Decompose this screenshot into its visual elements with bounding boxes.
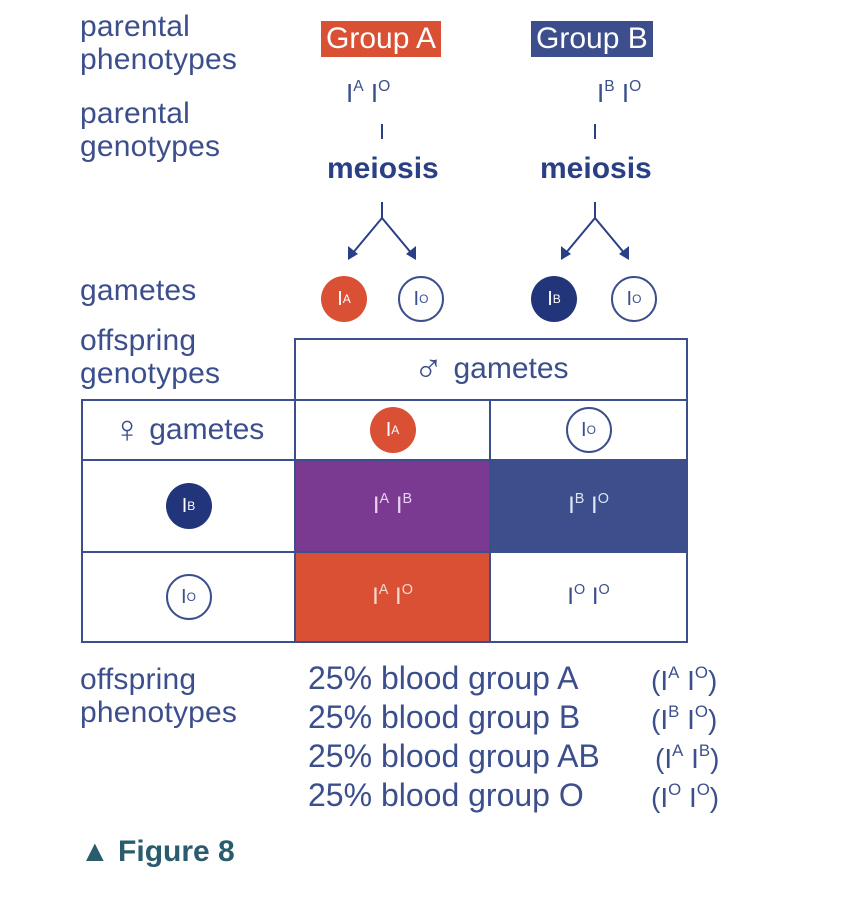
cell-genotype: $I^O$ $I^O$	[567, 582, 610, 611]
offspring-genotypes-label: offspring genotypes	[80, 324, 221, 390]
parental-phenotypes-label: parental phenotypes	[80, 10, 238, 76]
male-gametes-header	[295, 339, 687, 399]
parental-genotypes-label: parental genotypes	[80, 97, 221, 163]
grid-line	[81, 641, 688, 643]
female-symbol-icon: ♀	[112, 409, 142, 451]
grid-line	[81, 459, 688, 461]
row-gamete-io: I O	[166, 574, 212, 620]
cell-ia-io	[295, 552, 490, 642]
male-gametes-label: gametes	[453, 352, 569, 385]
row-header-ib	[82, 460, 295, 552]
parent-a-phenotype-badge: Group A	[321, 21, 441, 57]
gametes-label: gametes	[80, 274, 197, 307]
grid-line	[489, 399, 491, 643]
row-header-io	[82, 552, 295, 642]
result-group-a-genotype: ($I^A$ $I^O$)	[651, 663, 718, 696]
result-group-ab-genotype: ($I^A$ $I^B$)	[655, 741, 720, 774]
cell-io-io	[490, 552, 687, 642]
male-symbol-icon: ♂	[413, 347, 444, 391]
cell-ia-ib	[295, 460, 490, 552]
result-group-a: 25% blood group A	[308, 660, 579, 696]
column-header-io	[490, 400, 687, 460]
parent-a-gamete-ia: I A	[321, 276, 367, 322]
grid-line	[295, 338, 688, 340]
column-gamete-io: I O	[566, 407, 612, 453]
cell-ib-io	[490, 460, 687, 552]
parent-a-genotype: $I^A$ $I^O$	[346, 78, 391, 108]
triangle-icon: ▲	[80, 835, 110, 868]
figure-label: Figure 8	[118, 835, 235, 868]
result-group-o: 25% blood group O	[308, 777, 584, 813]
column-gamete-ia: I A	[370, 407, 416, 453]
parent-a-gamete-io: I O	[398, 276, 444, 322]
parent-b-phenotype-badge: Group B	[531, 21, 653, 57]
figure-caption	[80, 835, 235, 869]
grid-line	[686, 338, 688, 643]
female-gametes-label: gametes	[149, 413, 265, 446]
parent-a-meiosis-label: meiosis	[327, 152, 439, 185]
result-group-b: 25% blood group B	[308, 699, 581, 735]
grid-line	[81, 551, 688, 553]
parent-b-gamete-io: I O	[611, 276, 657, 322]
column-header-ia	[295, 400, 490, 460]
result-group-ab: 25% blood group AB	[308, 738, 600, 774]
result-group-o-genotype: ($I^O$ $I^O$)	[651, 780, 720, 813]
parent-b-genotype: $I^B$ $I^O$	[597, 78, 642, 108]
result-group-b-genotype: ($I^B$ $I^O$)	[651, 702, 718, 735]
cell-genotype: $I^A$ $I^B$	[372, 491, 413, 520]
cell-genotype: $I^B$ $I^O$	[568, 491, 609, 520]
offspring-phenotypes-label: offspring phenotypes	[80, 663, 238, 729]
grid-line	[81, 399, 83, 643]
grid-line	[81, 399, 688, 401]
cell-genotype: $I^A$ $I^O$	[372, 582, 413, 611]
female-gametes-header	[82, 400, 295, 460]
row-gamete-ib: I B	[166, 483, 212, 529]
grid-line	[294, 338, 296, 643]
parent-b-meiosis-label: meiosis	[540, 152, 652, 185]
parent-b-gamete-ib: I B	[531, 276, 577, 322]
